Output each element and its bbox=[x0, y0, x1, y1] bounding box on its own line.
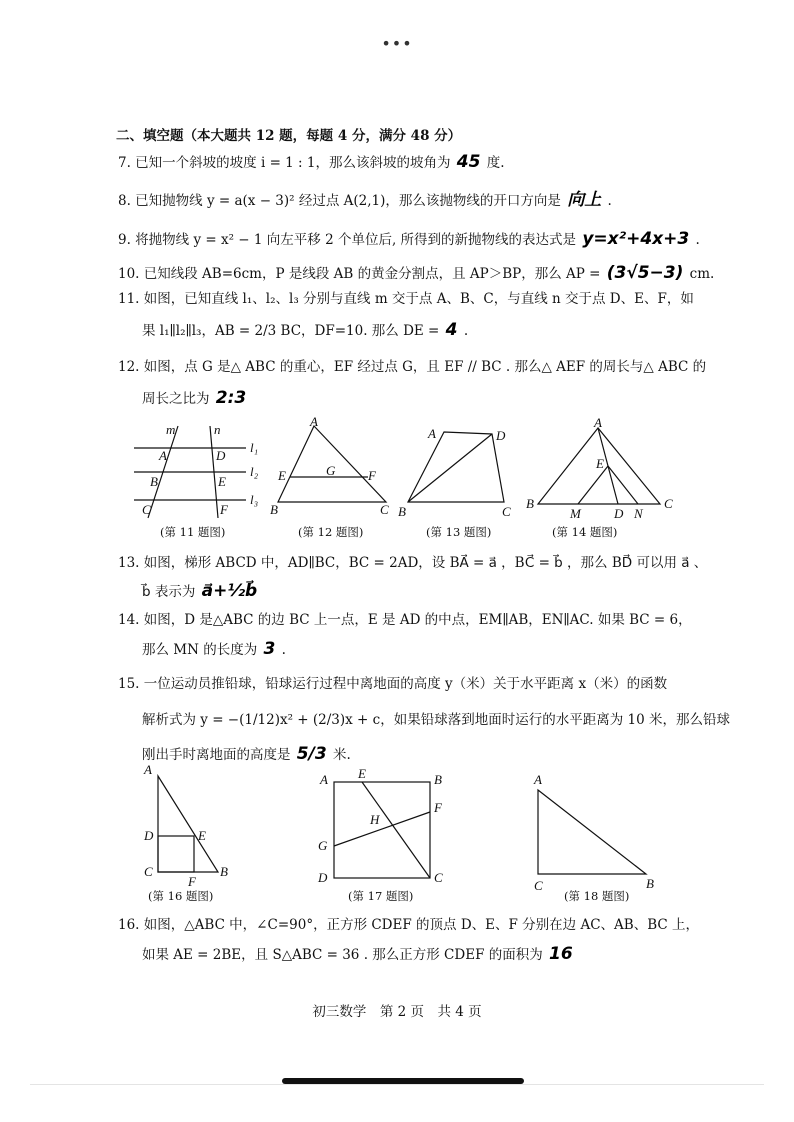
fig16-label-D: D bbox=[144, 828, 154, 843]
fig14-label-A: A bbox=[594, 415, 602, 430]
question-13-line2 bbox=[142, 581, 259, 602]
fig11-label-l3: l₃ bbox=[250, 492, 259, 507]
question-11-line1: 11. 如图，已知直线 l₁、l₂、l₃ 分别与直线 m 交于点 A、B、C，与直线 n 交于点 D、E、F，如 bbox=[118, 291, 694, 307]
figure-16 bbox=[140, 764, 236, 886]
figure-12 bbox=[268, 414, 396, 520]
fig12-label-C: C bbox=[380, 502, 389, 517]
question-15-suffix: 米. bbox=[332, 747, 351, 763]
fig14-label-B: B bbox=[526, 496, 534, 511]
question-15-line2: 解析式为 y = −(1/12)x² + (2/3)x + c，如果铅球落到地面时运行的水平距离为 10 米，那么铅球 bbox=[142, 712, 730, 728]
fig17-label-F: F bbox=[434, 800, 442, 815]
fig11-label-F: F bbox=[220, 502, 228, 517]
fig12-label-G: G bbox=[326, 463, 336, 478]
fig18-label-C: C bbox=[534, 878, 543, 892]
question-15-line1: 15. 一位运动员推铅球，铅球运行过程中离地面的高度 y（米）关于水平距离 x（米）的函数 bbox=[118, 676, 668, 692]
fig11-label-n: n bbox=[214, 422, 221, 437]
question-16-text: 如果 AE = 2BE，且 S△ABC = 36 . 那么正方形 CDEF 的面积为 bbox=[142, 947, 543, 963]
question-10 bbox=[118, 263, 714, 284]
fig12-caption: (第 12 题图) bbox=[298, 525, 364, 539]
question-11-suffix: . bbox=[463, 323, 469, 339]
question-15-answer: 5/3 bbox=[296, 744, 327, 764]
figure-14 bbox=[520, 414, 680, 522]
fig11-label-l2: l₂ bbox=[250, 464, 259, 479]
fig14-label-E: E bbox=[596, 456, 604, 471]
fig17-label-G: G bbox=[318, 838, 328, 853]
fig16-label-C: C bbox=[144, 864, 153, 879]
question-10-answer: (3√5−3) bbox=[606, 263, 684, 283]
fig14-label-M: M bbox=[570, 506, 581, 521]
fig17-label-E: E bbox=[358, 766, 366, 781]
fig14-label-C: C bbox=[664, 496, 673, 511]
fig14-caption: (第 14 题图) bbox=[552, 525, 618, 539]
fig18-caption: (第 18 题图) bbox=[564, 889, 630, 903]
question-7-suffix: 度. bbox=[486, 155, 505, 171]
question-13-answer: a⃗+½b⃗ bbox=[201, 581, 258, 601]
bottom-divider bbox=[30, 1084, 764, 1085]
trapezoid-ABCD bbox=[408, 432, 504, 502]
figure-13 bbox=[396, 420, 522, 520]
question-11-text: 果 l₁∥l₂∥l₃，AB = 2/3 BC，DF=10. 那么 DE = bbox=[142, 323, 440, 339]
fig13-label-A: A bbox=[428, 426, 436, 441]
fig13-caption: (第 13 题图) bbox=[426, 525, 492, 539]
fig18-label-A: A bbox=[534, 772, 542, 787]
question-13-line1: 13. 如图，梯形 ABCD 中，AD∥BC，BC = 2AD，设 BA⃗ = a⃗ ，BC⃗ = b⃗ ，那么 BD⃗ 可以用 a⃗ 、 bbox=[118, 555, 708, 571]
question-15-text: 刚出手时离地面的高度是 bbox=[142, 747, 291, 763]
home-indicator-bar[interactable] bbox=[282, 1078, 524, 1084]
question-7-text: 7. 已知一个斜坡的坡度 i = 1 : 1，那么该斜坡的坡角为 bbox=[118, 155, 451, 171]
question-10-suffix: cm. bbox=[689, 266, 715, 282]
question-12-line1: 12. 如图，点 G 是△ ABC 的重心，EF 经过点 G，且 EF // BC . 那么△ AEF 的周长与△ ABC 的 bbox=[118, 359, 707, 375]
fig16-label-B: B bbox=[220, 864, 228, 879]
question-14-answer: 3 bbox=[263, 639, 276, 659]
question-8 bbox=[118, 190, 612, 211]
question-8-text: 8. 已知抛物线 y = a(x − 3)² 经过点 A(2,1)，那么该抛物线的开口方向是 bbox=[118, 193, 561, 209]
fig16-label-F: F bbox=[188, 874, 196, 886]
fig11-caption: (第 11 题图) bbox=[160, 525, 226, 539]
question-12-line2 bbox=[142, 388, 248, 409]
fig13-label-D: D bbox=[496, 428, 506, 443]
fig16-label-A: A bbox=[144, 764, 152, 777]
question-16-answer: 16 bbox=[549, 944, 573, 964]
question-14-line2 bbox=[142, 639, 286, 660]
segment-GF bbox=[334, 812, 430, 846]
fig12-label-A: A bbox=[310, 414, 318, 429]
fig12-label-B: B bbox=[270, 502, 278, 517]
fig11-label-A: A bbox=[159, 448, 167, 463]
question-15-line3 bbox=[142, 744, 351, 765]
fig17-label-C: C bbox=[434, 870, 443, 885]
question-7-answer: 45 bbox=[456, 152, 481, 172]
fig11-label-B: B bbox=[150, 474, 158, 489]
fig11-label-D: D bbox=[216, 448, 226, 463]
fig14-label-N: N bbox=[634, 506, 643, 521]
question-14-line1: 14. 如图，D 是△ABC 的边 BC 上一点，E 是 AD 的中点，EM∥AB，EN∥AC. 如果 BC = 6， bbox=[118, 612, 692, 628]
fig17-label-A: A bbox=[320, 772, 328, 787]
fig11-label-l1: l₁ bbox=[250, 440, 259, 455]
triangle-ABC bbox=[158, 776, 218, 872]
fig13-label-C: C bbox=[502, 504, 511, 519]
question-16-line2 bbox=[142, 944, 575, 965]
question-11-answer: 4 bbox=[445, 320, 458, 340]
section-title: 二、填空题（本大题共 12 题，每题 4 分，满分 48 分） bbox=[116, 128, 462, 144]
fig11-label-C: C bbox=[142, 502, 151, 517]
question-9-text: 9. 将抛物线 y = x² − 1 向左平移 2 个单位后, 所得到的新抛物线的表达式是 bbox=[118, 232, 577, 248]
question-9-answer: y=x²+4x+3 bbox=[582, 229, 690, 249]
question-13-text: b⃗ 表示为 bbox=[142, 584, 196, 600]
fig17-label-H: H bbox=[370, 812, 380, 827]
question-8-suffix: . bbox=[607, 193, 612, 209]
question-12-answer: 2:3 bbox=[215, 388, 247, 408]
fig18-label-B: B bbox=[646, 876, 654, 891]
figure-11 bbox=[126, 420, 266, 520]
question-14-text: 那么 MN 的长度为 bbox=[142, 642, 258, 658]
fig11-label-E: E bbox=[218, 474, 226, 489]
triangle-ABC bbox=[538, 790, 646, 874]
diagonal-BD bbox=[408, 434, 492, 502]
page-footer: 初三数学 第 2 页 共 4 页 bbox=[312, 1004, 482, 1020]
fig16-label-E: E bbox=[198, 828, 206, 843]
fig13-label-B: B bbox=[398, 504, 406, 519]
question-16-line1: 16. 如图，△ABC 中，∠C=90°，正方形 CDEF 的顶点 D、E、F 分别在边 AC、AB、BC 上， bbox=[118, 917, 699, 933]
fig14-label-D: D bbox=[614, 506, 624, 521]
fig16-caption: (第 16 题图) bbox=[148, 889, 214, 903]
question-11-line2 bbox=[142, 320, 468, 341]
fig11-label-m: m bbox=[166, 422, 176, 437]
figure-17 bbox=[314, 766, 454, 886]
fig17-label-D: D bbox=[318, 870, 328, 885]
segment-EC bbox=[362, 782, 430, 878]
fig12-label-F: F bbox=[368, 468, 376, 483]
question-10-text: 10. 已知线段 AB=6cm，P 是线段 AB 的黄金分割点，且 AP＞BP，那么 AP = bbox=[118, 266, 601, 282]
question-7 bbox=[118, 152, 505, 173]
fig17-caption: (第 17 题图) bbox=[348, 889, 414, 903]
square-CDEF bbox=[158, 836, 194, 872]
fig12-label-E: E bbox=[278, 468, 286, 483]
question-9 bbox=[118, 229, 700, 250]
question-12-text: 周长之比为 bbox=[142, 391, 210, 407]
top-dots: ••• bbox=[381, 34, 413, 53]
question-8-answer: 向上 bbox=[567, 190, 602, 210]
square-ABCD bbox=[334, 782, 430, 878]
question-9-suffix: . bbox=[695, 232, 700, 248]
segment-EM bbox=[578, 466, 608, 504]
fig17-label-B: B bbox=[434, 772, 442, 787]
question-14-suffix: . bbox=[281, 642, 286, 658]
figure-18 bbox=[528, 770, 668, 892]
